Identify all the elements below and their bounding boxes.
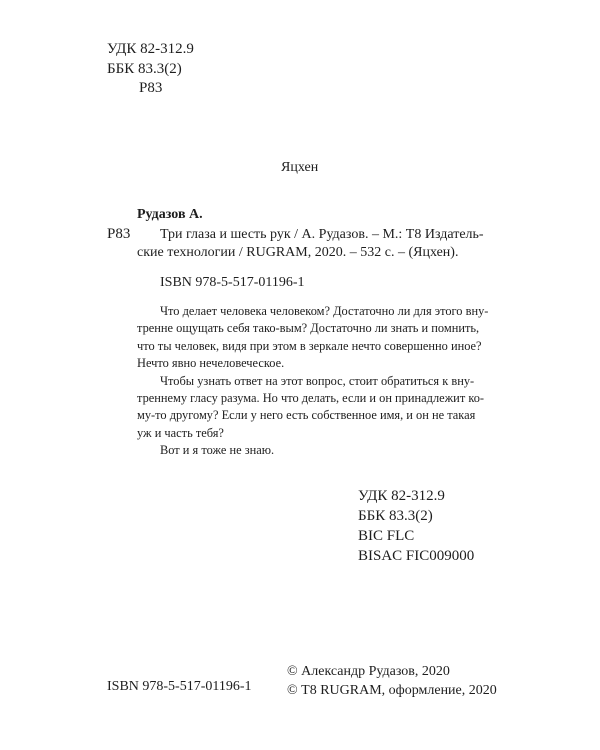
udk-code: УДК 82-312.9 [107, 41, 194, 57]
annotation [137, 303, 503, 460]
udk-code: УДК 82-312.9 [358, 488, 445, 504]
author-mark: Р83 [139, 80, 163, 96]
catalog-description [137, 226, 501, 261]
catalog-isbn: ISBN 978-5-517-01196-1 [160, 275, 305, 290]
bic-code: BIC FLC [358, 528, 415, 544]
annotation-line: Чтобы узнать ответ на этот вопрос, стоит обратиться к вну- [160, 373, 475, 388]
bbk-code: ББК 83.3(2) [358, 508, 433, 524]
copyright-block [287, 662, 497, 700]
series-name: Яцхен [281, 160, 319, 175]
bbk-code: ББК 83.3(2) [107, 60, 182, 77]
top-classification-codes [107, 40, 194, 99]
annotation-line: уж и часть тебя? [137, 425, 224, 440]
annotation-line: Что делает человека человеком? Достаточно ли для этого вну- [160, 304, 489, 318]
bisac-code: BISAC FIC009000 [358, 548, 475, 564]
bottom-isbn: ISBN 978-5-517-01196-1 [107, 679, 252, 694]
description-line: ские технологии / RUGRAM, 2020. – 532 с. – (Яцхен). [137, 244, 459, 260]
description-line: Три глаза и шесть рук / А. Рудазов. – М.: Т8 Издатель- [160, 227, 484, 242]
copyright-publisher: © Т8 RUGRAM, оформление, 2020 [287, 683, 497, 698]
copyright-author: © Александр Рудазов, 2020 [287, 664, 450, 679]
annotation-line: му-то другому? Если у него есть собственное имя, и он не такая [137, 408, 476, 423]
annotation-line: что ты человек, видя при этом в зеркале нечто совершенно иное? [137, 338, 482, 353]
annotation-line: треннему гласу разума. Но что делать, если и он принадлежит ко- [137, 391, 485, 406]
annotation-line: Нечто явно нечеловеческое. [137, 356, 285, 371]
classification-block [358, 486, 474, 566]
annotation-line: тренне ощущать себя тако-вым? Достаточно ли знать и помнить, [137, 321, 480, 336]
annotation-line: Вот и я тоже не знаю. [160, 443, 275, 458]
catalog-author-mark: Р83 [107, 226, 131, 242]
catalog-author: Рудазов А. [137, 207, 203, 222]
